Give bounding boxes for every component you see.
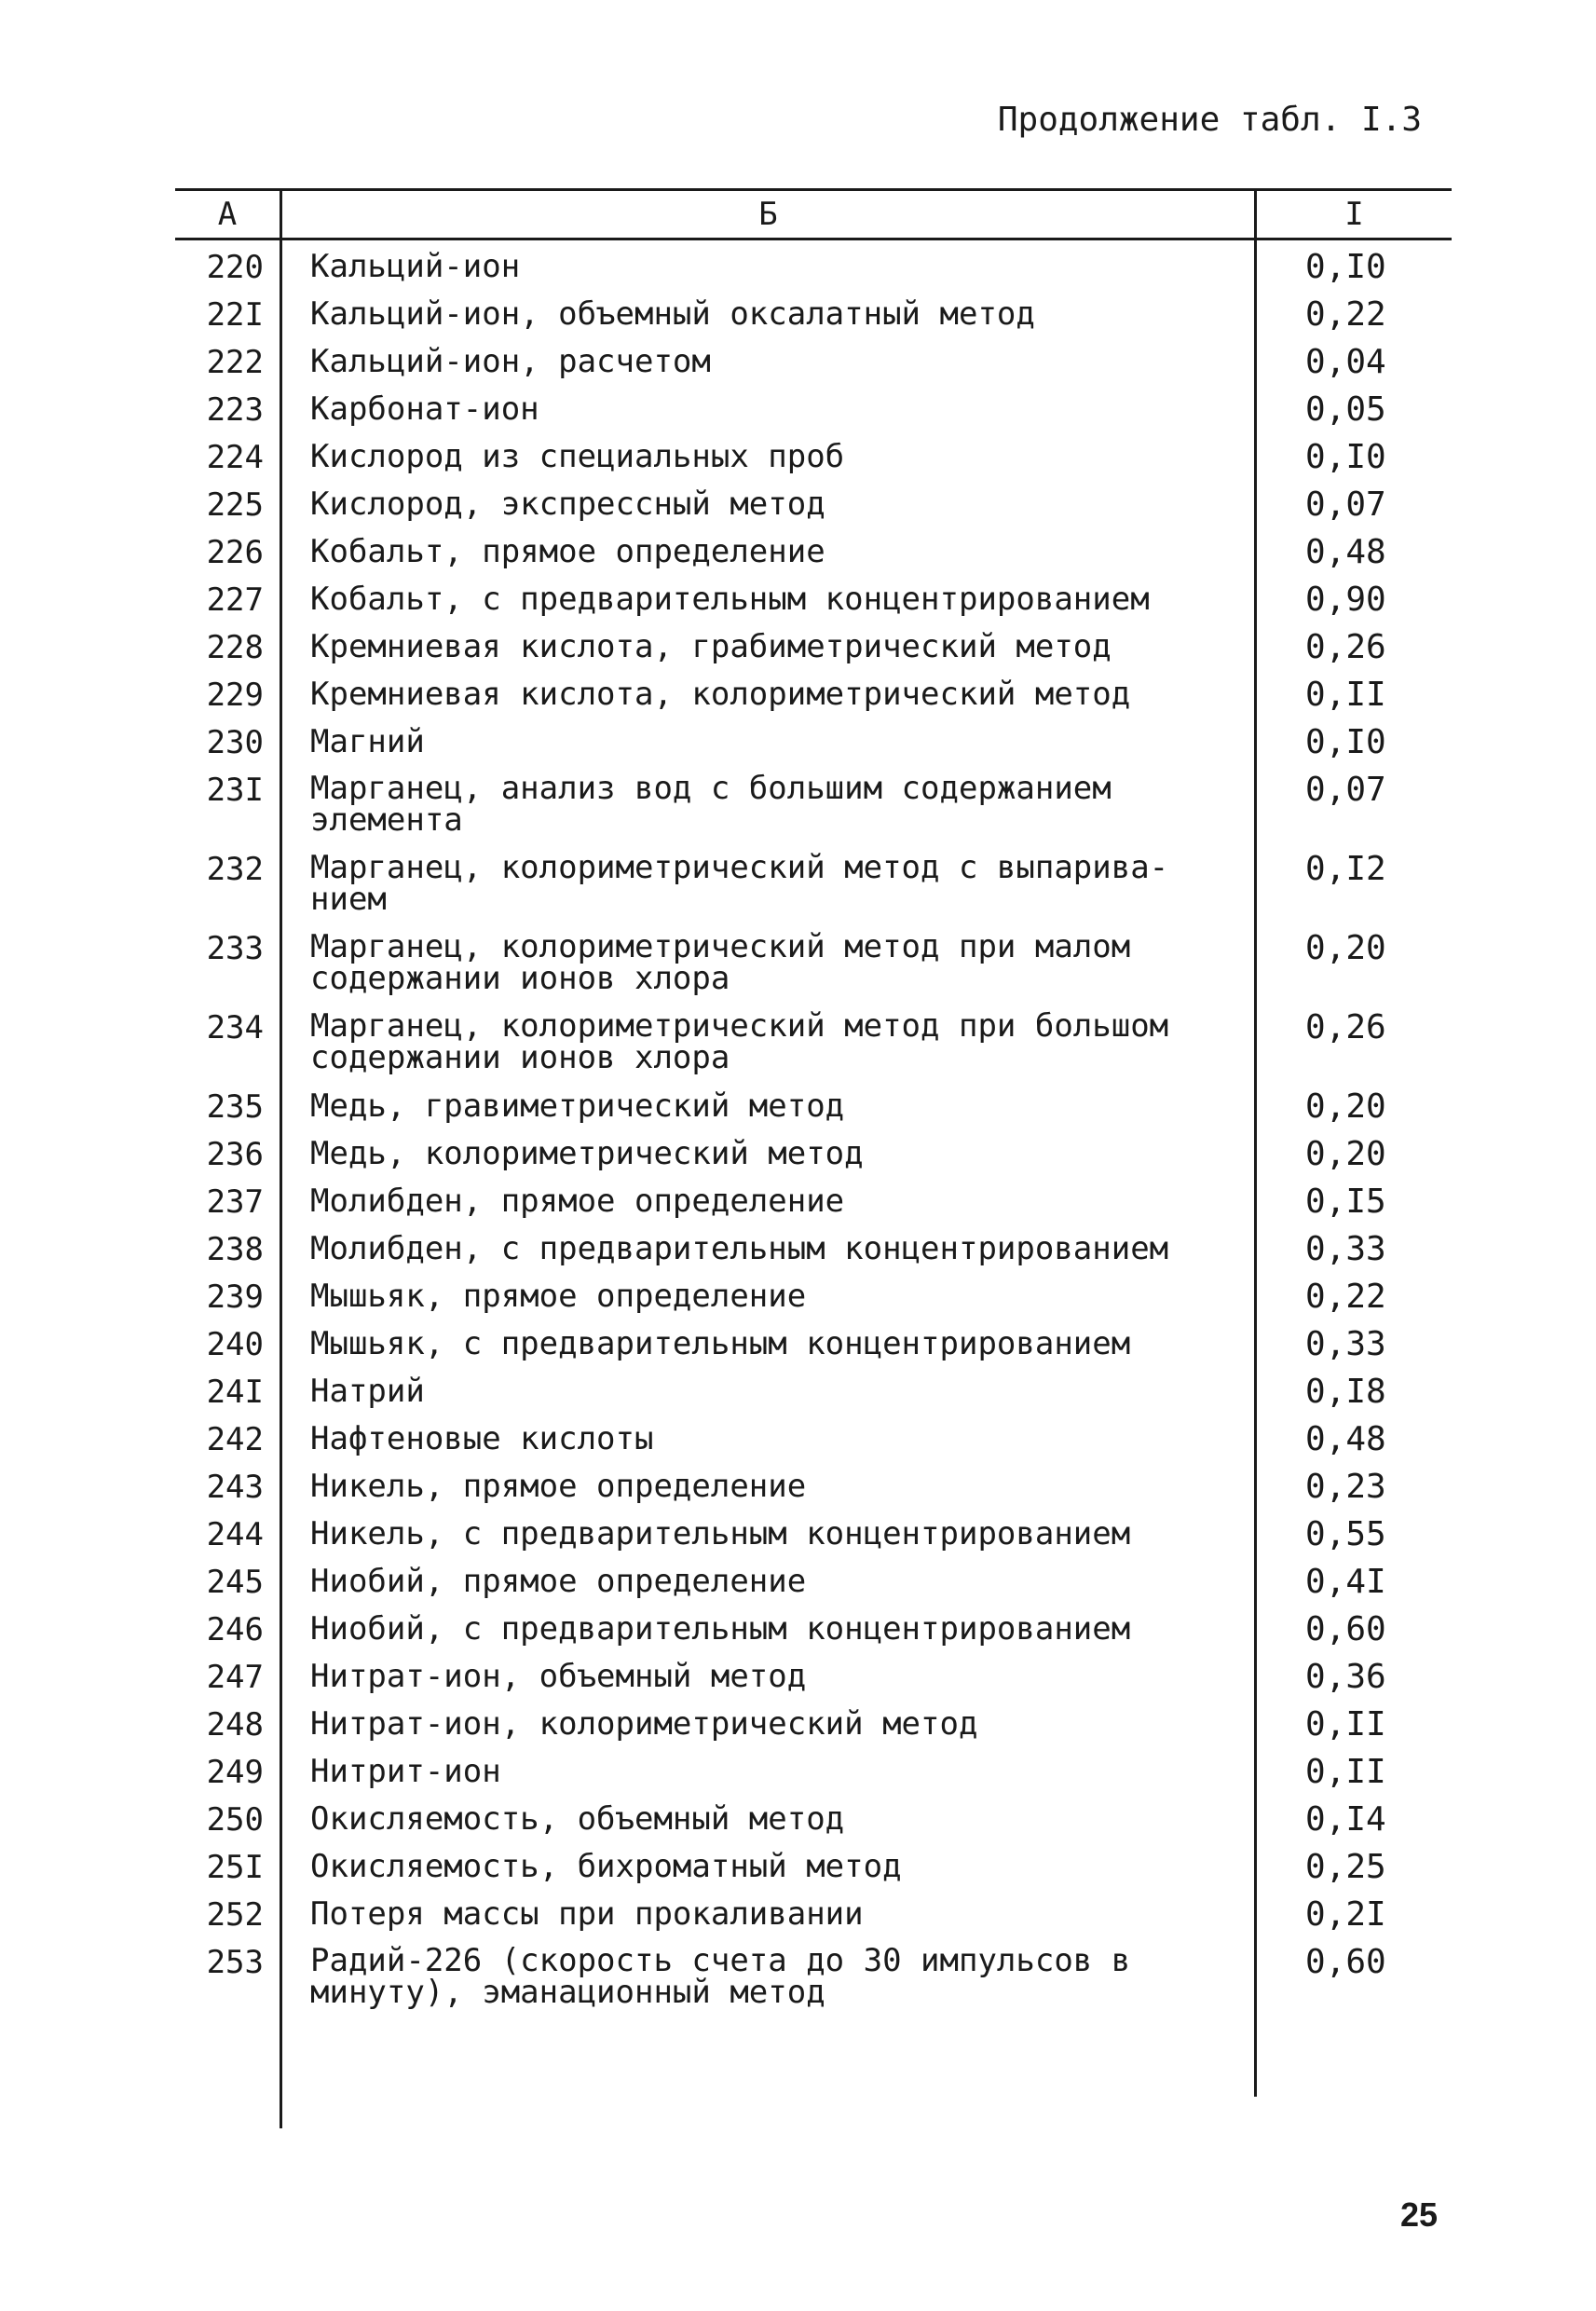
coefficient-value: 0,33 [1305,1325,1386,1363]
table-row [175,677,1452,725]
table-row [175,630,1452,677]
table-row [175,1660,1452,1707]
table-row [175,1565,1452,1612]
determination-name: Кремниевая кислота, грабиметрический метод [310,628,1112,665]
row-number: 22I [206,296,264,334]
determination-name: Мышьяк, с предварительным концентрированием [310,1325,1131,1362]
table-row [175,487,1452,535]
table-row [175,440,1452,487]
row-number: 223 [206,391,264,429]
table-row [175,1232,1452,1279]
row-number: 234 [206,1009,264,1046]
row-number: 240 [206,1326,264,1363]
table-row [175,1850,1452,1897]
coefficient-value: 0,07 [1305,485,1386,524]
determination-name: Нитрат-ион, объемный метод [310,1658,807,1695]
table-row [175,928,1452,1010]
determination-name: Молибден, прямое определение [310,1183,845,1220]
table-row [175,1374,1452,1422]
table-row [175,297,1452,345]
determination-name: Карбонат-ион [310,390,539,428]
row-number: 229 [206,677,264,714]
table-row [175,725,1452,773]
coefficient-value: 0,33 [1305,1230,1386,1268]
coefficient-value: 0,07 [1305,771,1386,809]
row-number: 248 [206,1706,264,1744]
determination-name: Радий-226 (скорость счета до 30 импульсов в минуту), эманационный метод [310,1942,1131,2011]
column-header-c: I [1344,196,1364,233]
determination-name: Натрий [310,1373,425,1410]
determination-name: Кислород, экспрессный метод [310,485,825,523]
coefficient-value: 0,I0 [1305,723,1386,761]
determination-name: Марганец, колориметрический метод при малом содержании ионов хлора [310,928,1131,997]
table-row [175,849,1452,931]
column-header-b: Б [758,196,778,233]
row-number: 225 [206,486,264,524]
coefficient-value: 0,I0 [1305,438,1386,476]
coefficient-value: 0,20 [1305,1135,1386,1173]
coefficient-value: 0,II [1305,676,1386,714]
determination-name: Кальций-ион, объемный оксалатный метод [310,295,1035,333]
row-number: 235 [206,1088,264,1126]
table-row [175,582,1452,630]
table-top-rule [175,188,1452,191]
determination-name: Кальций-ион [310,248,521,285]
determination-name: Марганец, анализ вод с большим содержанием элемента [310,770,1112,839]
coefficient-value: 0,4I [1305,1563,1386,1601]
row-number: 249 [206,1754,264,1791]
determination-name: Нафтеновые кислоты [310,1420,654,1457]
row-number: 243 [206,1469,264,1506]
row-number: 23I [206,772,264,809]
row-number: 233 [206,930,264,967]
coefficient-value: 0,20 [1305,1087,1386,1126]
coefficient-value: 0,04 [1305,343,1386,381]
row-number: 222 [206,344,264,381]
row-number: 242 [206,1421,264,1458]
determination-name: Медь, гравиметрический метод [310,1087,845,1125]
determination-name: Нитрат-ион, колориметрический метод [310,1705,978,1743]
table-row [175,345,1452,392]
coefficient-value: 0,48 [1305,1420,1386,1458]
table-row [175,1802,1452,1850]
coefficient-value: 0,22 [1305,295,1386,334]
table-row [175,1137,1452,1184]
table-row [175,1279,1452,1327]
row-number: 236 [206,1136,264,1173]
determination-name: Кобальт, с предварительным концентрированием [310,581,1150,618]
column-header-a: А [217,196,238,233]
determination-name: Молибден, с предварительным концентрированием [310,1230,1169,1267]
table-row [175,770,1452,852]
row-number: 238 [206,1231,264,1268]
coefficient-value: 0,I4 [1305,1800,1386,1839]
coefficient-value: 0,26 [1305,628,1386,666]
table-row [175,1327,1452,1374]
coefficient-value: 0,I0 [1305,248,1386,286]
row-number: 227 [206,581,264,619]
row-number: 252 [206,1896,264,1934]
table-row [175,1517,1452,1565]
coefficient-value: 0,II [1305,1705,1386,1744]
coefficient-value: 0,36 [1305,1658,1386,1696]
determination-name: Никель, прямое определение [310,1468,807,1505]
determination-name: Марганец, колориметрический метод при большом содержании ионов хлора [310,1007,1169,1076]
coefficient-value: 0,90 [1305,581,1386,619]
row-number: 245 [206,1564,264,1601]
determination-name: Кобальт, прямое определение [310,533,825,570]
table-row [175,250,1452,297]
row-number: 244 [206,1516,264,1553]
determination-name: Кремниевая кислота, колориметрический метод [310,676,1131,713]
row-number: 224 [206,439,264,476]
determination-name: Ниобий, с предварительным концентрированием [310,1610,1131,1648]
determination-name: Никель, с предварительным концентрированием [310,1515,1131,1552]
table-row [175,1612,1452,1660]
determination-name: Ниобий, прямое определение [310,1563,807,1600]
page-number: 25 [1399,2195,1438,2234]
table-row [175,535,1452,582]
determination-name: Окисляемость, объемный метод [310,1800,845,1838]
table-continuation-caption: Продолжение табл. I.3 [997,101,1422,139]
row-number: 220 [206,249,264,286]
determination-name: Кислород из специальных проб [310,438,845,475]
table-header-rule [175,238,1452,240]
table-row [175,392,1452,440]
determination-name: Медь, колориметрический метод [310,1135,864,1172]
table-row [175,1897,1452,1945]
coefficient-value: 0,I2 [1305,850,1386,888]
coefficient-value: 0,23 [1305,1468,1386,1506]
row-number: 237 [206,1183,264,1221]
determination-name: Марганец, колориметрический метод с выпарива- нием [310,849,1169,918]
row-number: 24I [206,1374,264,1411]
coefficient-value: 0,22 [1305,1278,1386,1316]
table-row [175,1470,1452,1517]
row-number: 253 [206,1944,264,1981]
row-number: 250 [206,1801,264,1839]
coefficient-value: 0,I8 [1305,1373,1386,1411]
coefficient-value: 0,48 [1305,533,1386,571]
coefficient-value: 0,25 [1305,1848,1386,1886]
coefficient-value: 0,55 [1305,1515,1386,1553]
table-row [175,1707,1452,1755]
determination-name: Потеря массы при прокаливании [310,1895,864,1933]
row-number: 239 [206,1279,264,1316]
coefficient-value: 0,60 [1305,1943,1386,1981]
table-row [175,1007,1452,1089]
coefficient-value: 0,II [1305,1753,1386,1791]
table-row [175,1422,1452,1470]
row-number: 247 [206,1659,264,1696]
determination-name: Нитрит-ион [310,1753,501,1790]
row-number: 230 [206,724,264,761]
coefficient-value: 0,05 [1305,390,1386,429]
determination-name: Магний [310,723,425,760]
coefficient-value: 0,20 [1305,929,1386,967]
coefficient-value: 0,I5 [1305,1183,1386,1221]
coefficient-value: 0,2I [1305,1895,1386,1934]
table-row [175,1755,1452,1802]
row-number: 228 [206,629,264,666]
table-row [175,1184,1452,1232]
table-row [175,1942,1452,2024]
table-row [175,1089,1452,1137]
coefficient-value: 0,60 [1305,1610,1386,1648]
determination-name: Окисляемость, бихроматный метод [310,1848,902,1885]
row-number: 226 [206,534,264,571]
row-number: 246 [206,1611,264,1648]
determination-name: Кальций-ион, расчетом [310,343,711,380]
row-number: 25I [206,1849,264,1886]
coefficient-value: 0,26 [1305,1008,1386,1046]
determination-name: Мышьяк, прямое определение [310,1278,807,1315]
row-number: 232 [206,851,264,888]
table-body [175,250,1452,2024]
